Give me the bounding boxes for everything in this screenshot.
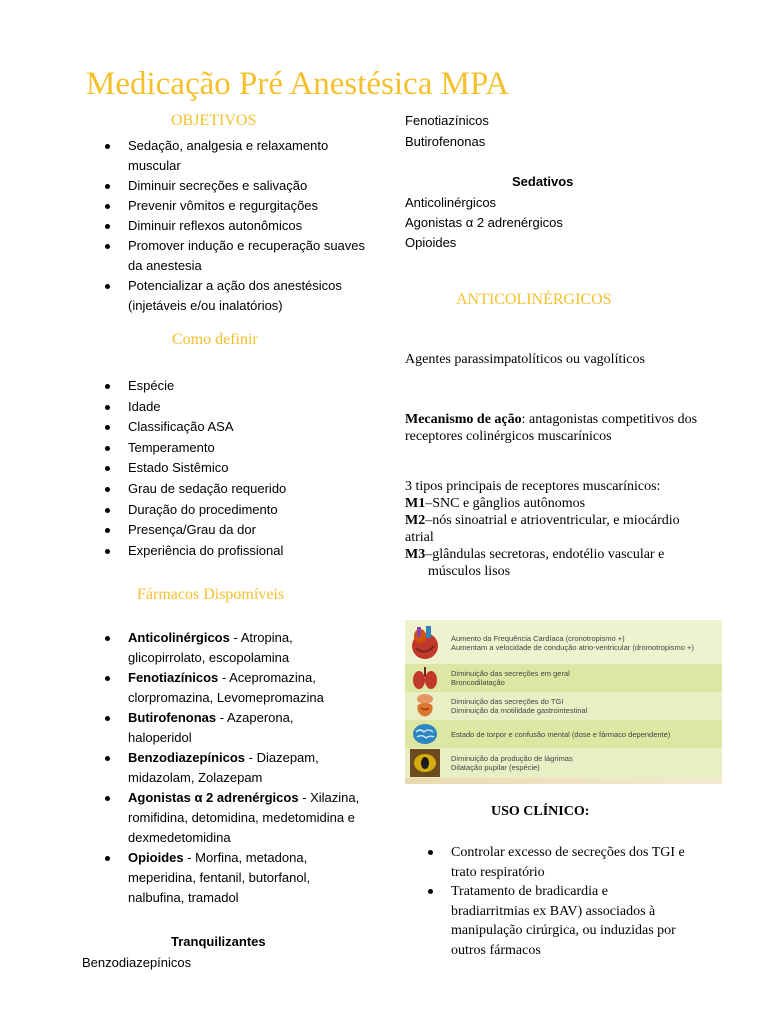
receptor-label: M1 (405, 496, 426, 511)
list-item: Experiência do profissional (105, 541, 365, 562)
table-cell: Broncodilatação (451, 678, 505, 687)
receptor-m1 (405, 495, 705, 512)
sedativos-item: Agonistas α 2 adrenérgicos (405, 215, 563, 230)
list-item (105, 748, 360, 788)
list-item (105, 708, 360, 748)
list-item: Prevenir vômitos e regurgitações (105, 196, 375, 216)
objetivos-heading: OBJETIVOS (171, 112, 257, 129)
mecanismo-label: Mecanismo de ação (405, 412, 522, 427)
drug-examples: - Atropina, glicopirrolato, escopolamina (128, 630, 293, 665)
table-cell: Diminuição da motilidade gastrointestinal (451, 706, 588, 715)
tranquilizantes-item: Fenotiazínicos (405, 113, 489, 128)
table-row (405, 692, 722, 720)
list-item: Grau de sedação requerido (105, 479, 365, 500)
objetivos-list (105, 136, 375, 316)
list-item: Temperamento (105, 438, 365, 459)
list-item: Sedação, analgesia e relaxamento muscular (105, 136, 375, 176)
drug-examples: - Morfina, metadona, meperidina, fentanil, butorfanol, nalbufina, tramadol (128, 850, 311, 905)
table-cell: Diminuição da produção de lágrimas (451, 754, 573, 763)
effects-table (405, 620, 722, 784)
uso-clinico-list (428, 843, 688, 960)
list-item: Estado Sistêmico (105, 458, 365, 479)
table-row (405, 720, 722, 748)
table-cell: Diminuição das secreções em geral (451, 669, 570, 678)
list-item: Presença/Grau da dor (105, 520, 365, 541)
anticolinergicos-heading: ANTICOLINÉRGICOS (456, 291, 612, 308)
receptor-m3 (405, 546, 705, 580)
list-item: Idade (105, 397, 365, 418)
table-cell: Aumento da Frequência Cardíaca (cronotropismo +) (451, 634, 625, 643)
table-cell: Diminuição das secreções do TGI (451, 697, 564, 706)
tipos-intro: 3 tipos principais de receptores muscarínicos: (405, 479, 661, 494)
farmacos-list (105, 628, 360, 908)
tipos-paragraph (405, 478, 705, 580)
list-item: Tratamento de bradicardia e bradiarritmias ex BAV) associados à manipulação cirúrgica, ou induzidas por outros fármacos (428, 882, 688, 960)
mecanismo-text: : antagonistas competitivos dos receptores colinérgicos muscarínicos (405, 412, 698, 444)
table-cell: Aumentam a velocidade de condução atrio-ventricular (dromotropismo +) (451, 643, 694, 652)
como-definir-heading: Como definir (172, 331, 258, 348)
drug-examples: - Xilazina, romifidina, detomidina, medetomidina e dexmedetomidina (128, 790, 360, 845)
sedativos-item: Anticolinérgicos (405, 195, 497, 210)
drug-class: Fenotiazínicos (128, 670, 219, 685)
drug-class: Anticolinérgicos (128, 630, 230, 645)
list-item: Potencializar a ação dos anestésicos (injetáveis e/ou inalatórios) (105, 276, 375, 316)
list-item: Espécie (105, 376, 365, 397)
lungs-icon (405, 666, 445, 690)
table-cell: Dilatação pupilar (espécie) (451, 763, 540, 772)
receptor-text: –glândulas secretoras, endotélio vascular e músculos lisos (425, 547, 665, 579)
drug-examples: - Azaperona, haloperidol (128, 710, 294, 745)
heart-icon (405, 624, 445, 662)
farmacos-heading: Fármacos Dispomíveis (137, 586, 285, 603)
list-item (105, 668, 360, 708)
tranquilizantes-heading: Tranquilizantes (171, 934, 266, 949)
table-row (405, 748, 722, 778)
sedativos-item: Opioides (405, 235, 457, 250)
drug-class: Butirofenonas (128, 710, 217, 725)
list-item: Diminuir reflexos autonômicos (105, 216, 375, 236)
list-item (105, 848, 360, 908)
digestive-tract-icon (405, 693, 445, 719)
tranquilizantes-item: Butirofenonas (405, 134, 486, 149)
list-item: Controlar excesso de secreções dos TGI e trato respiratório (428, 843, 688, 882)
drug-class: Benzodiazepínicos (128, 750, 246, 765)
list-item (105, 628, 360, 668)
eye-icon (405, 749, 445, 777)
list-item: Duração do procedimento (105, 500, 365, 521)
sedativos-heading: Sedativos (512, 174, 574, 189)
tranquilizantes-item: Benzodiazepínicos (82, 955, 192, 970)
table-row (405, 622, 722, 664)
uso-clinico-heading: USO CLÍNICO: (491, 804, 590, 819)
list-item (105, 788, 360, 848)
list-item: Promover indução e recuperação suaves da anestesia (105, 236, 375, 276)
receptor-text: –SNC e gânglios autônomos (425, 496, 586, 511)
receptor-label: M3 (405, 547, 426, 562)
drug-examples: - Diazepam, midazolam, Zolazepam (128, 750, 319, 785)
table-row (405, 664, 722, 692)
receptor-label: M2 (405, 513, 426, 528)
receptor-m2 (405, 512, 705, 546)
page-title: Medicação Pré Anestésica MPA (86, 66, 510, 102)
list-item: Diminuir secreções e salivação (105, 176, 375, 196)
drug-class: Agonistas α 2 adrenérgicos (128, 790, 299, 805)
agentes-text: Agentes parassimpatolíticos ou vagolíticos (405, 352, 645, 367)
mecanismo-paragraph (405, 411, 705, 445)
table-cell: Estado de torpor e confusão mental (dose e fármaco dependente) (451, 729, 671, 739)
drug-class: Opioides (128, 850, 184, 865)
receptor-text: –nós sinoatrial e atrioventricular, e miocárdio atrial (405, 513, 680, 545)
brain-icon (405, 722, 445, 746)
drug-examples: - Acepromazina, clorpromazina, Levomepromazina (128, 670, 324, 705)
como-definir-list (105, 376, 365, 561)
list-item: Classificação ASA (105, 417, 365, 438)
